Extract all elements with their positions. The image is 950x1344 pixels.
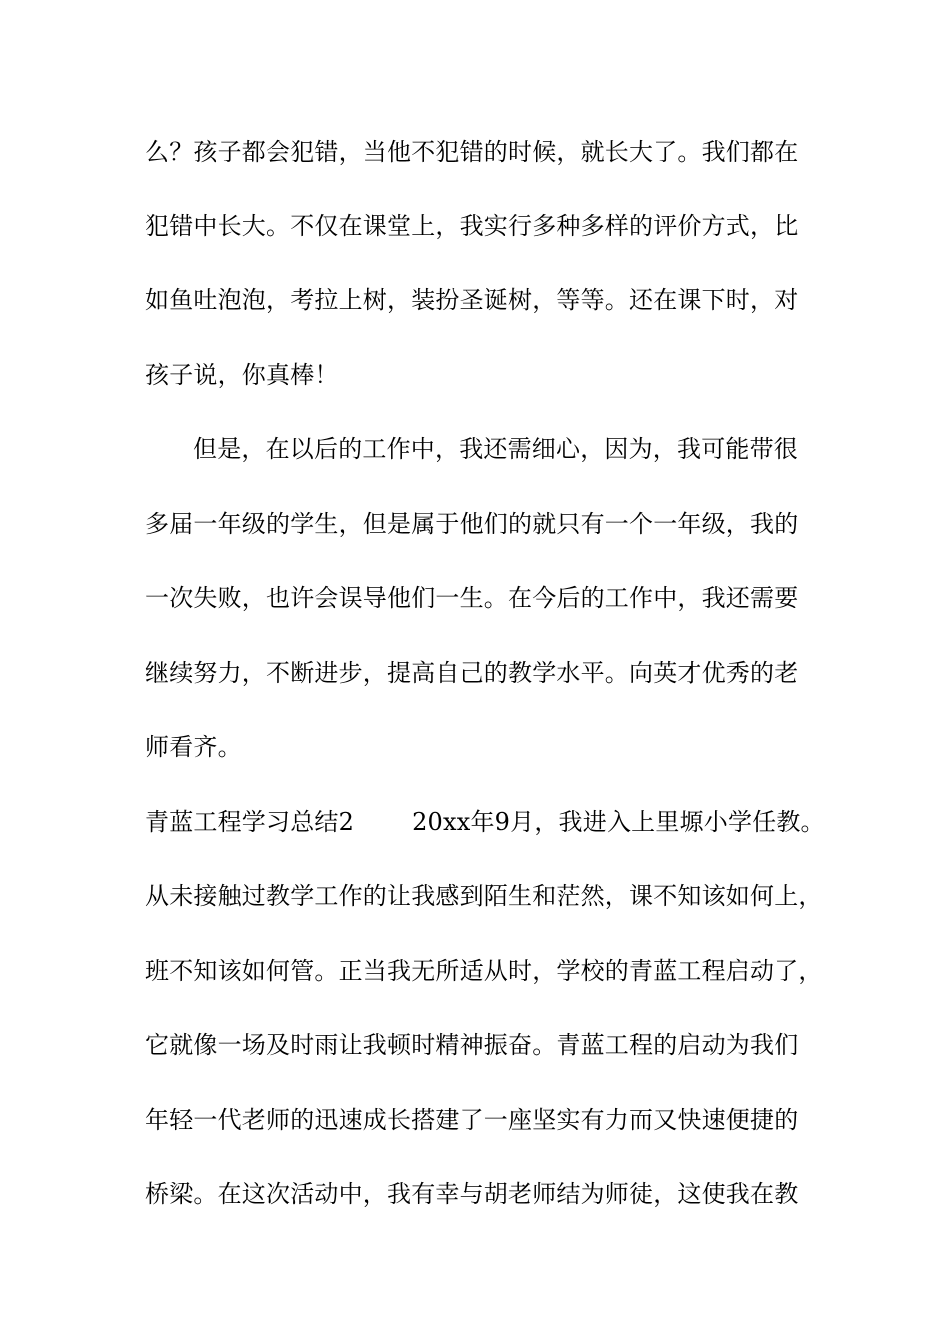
text-line: 孩子说，你真棒！ bbox=[145, 361, 339, 389]
text-line: 桥梁。在这次活动中，我有幸与胡老师结为师徒，这使我在教 bbox=[145, 1180, 799, 1208]
text-line: 犯错中长大。不仅在课堂上，我实行多种多样的评价方式，比 bbox=[145, 212, 799, 240]
text-line: 如鱼吐泡泡，考拉上树，装扮圣诞树，等等。还在课下时，对 bbox=[145, 286, 799, 314]
section-title: 青蓝工程学习总结2 bbox=[145, 808, 355, 836]
section-heading-line bbox=[145, 802, 825, 842]
text-line: 多届一年级的学生，但是属于他们的就只有一个一年级，我的 bbox=[145, 510, 799, 538]
paragraph-first-line: 但是，在以后的工作中，我还需细心，因为，我可能带很 bbox=[193, 435, 798, 463]
text-line: 从未接触过教学工作的让我感到陌生和茫然，课不知该如何上， bbox=[145, 882, 823, 910]
text-line: 它就像一场及时雨让我顿时精神振奋。青蓝工程的启动为我们 bbox=[145, 1031, 799, 1059]
text-line: 继续努力，不断进步，提高自己的教学水平。向英才优秀的老 bbox=[145, 659, 799, 687]
text-line: 么？孩子都会犯错，当他不犯错的时候，就长大了。我们都在 bbox=[145, 138, 799, 166]
section-first-sentence: 20xx年9月，我进入上里塬小学任教。 bbox=[412, 808, 825, 836]
text-line: 年轻一代老师的迅速成长搭建了一座坚实有力而又快速便捷的 bbox=[145, 1106, 799, 1134]
text-line: 师看齐。 bbox=[145, 733, 242, 761]
text-line: 一次失败，也许会误导他们一生。在今后的工作中，我还需要 bbox=[145, 584, 799, 612]
text-line: 班不知该如何管。正当我无所适从时，学校的青蓝工程启动了， bbox=[145, 957, 823, 985]
